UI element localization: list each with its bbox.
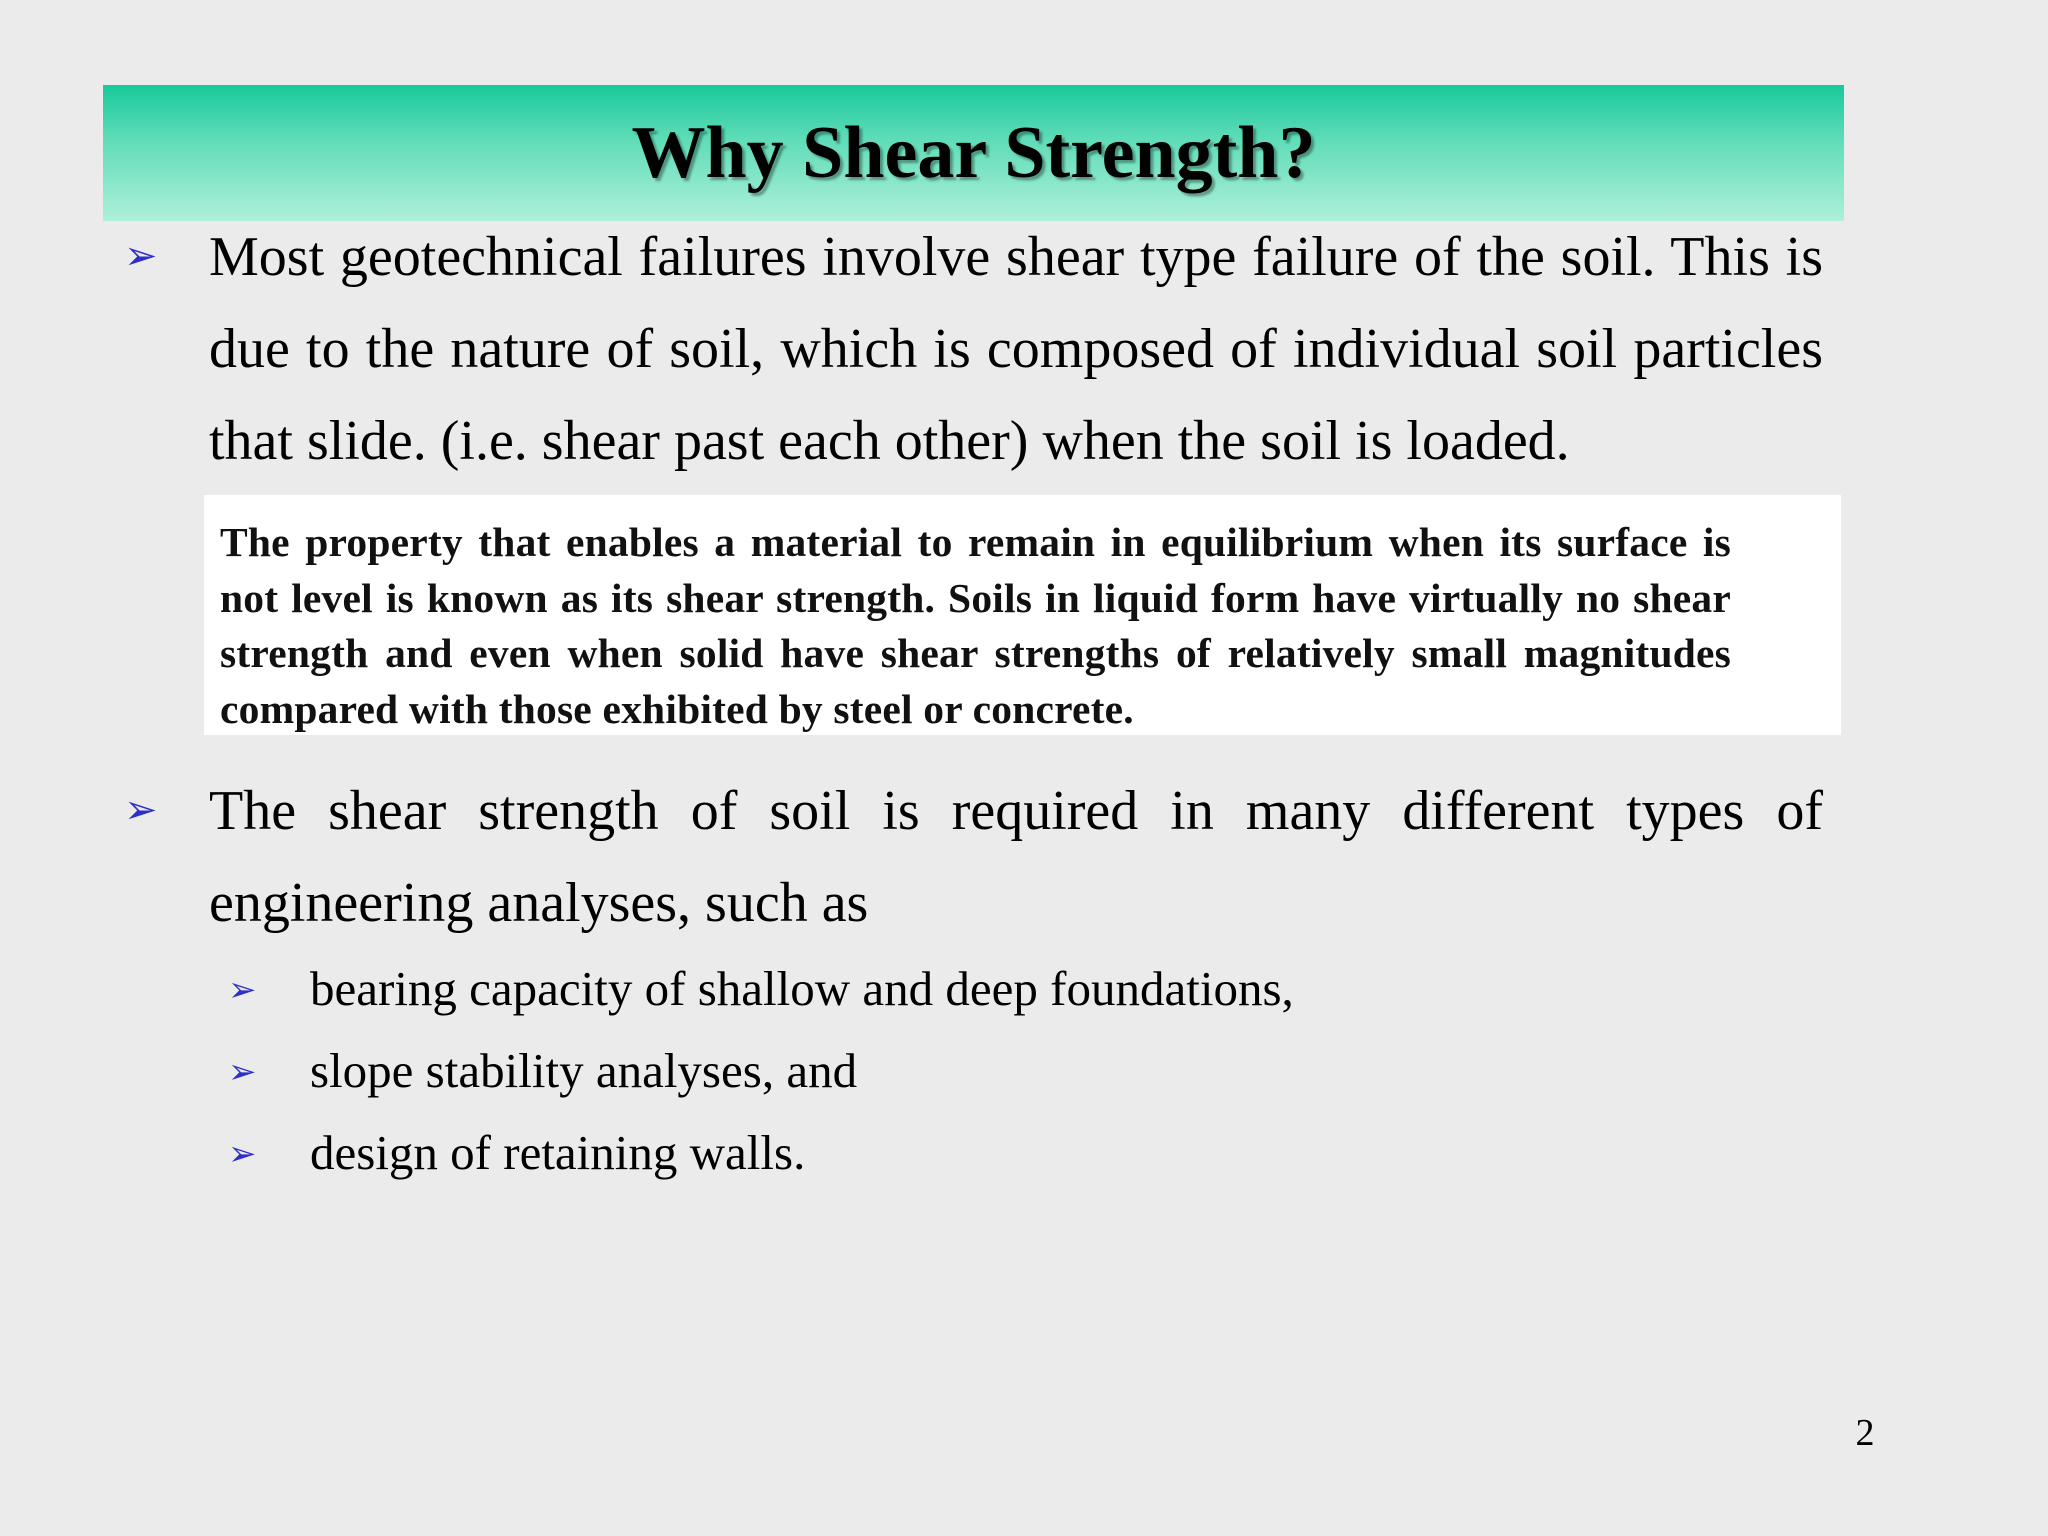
arrowhead-bullet-icon: ➢: [228, 1052, 257, 1092]
title-banner: [103, 85, 1844, 221]
bullet-paragraph-analyses: The shear strength of soil is required in many different types of engineering analyses, such as: [209, 780, 1823, 934]
sub-item-slope-stability: slope stability analyses, and: [310, 1043, 858, 1098]
slide-title: Why Shear Strength?: [631, 112, 1316, 194]
arrowhead-bullet-icon: ➢: [228, 970, 257, 1010]
arrowhead-bullet-icon: ➢: [228, 1134, 257, 1174]
sub-item-retaining-walls: design of retaining walls.: [310, 1125, 806, 1180]
shear-strength-definition: The property that enables a material to remain in equilibrium when its surface is not level is known as its shear strength. Soils in liquid form have virtually no shear strength and even when solid have shear strengths of relatively small magnitudes compared with those exhibited by steel or concrete.: [220, 519, 1731, 732]
page-number: 2: [1855, 1412, 1875, 1454]
sub-item-bearing-capacity: bearing capacity of shallow and deep foundations,: [310, 961, 1294, 1016]
arrowhead-bullet-icon: ➢: [124, 233, 158, 279]
quoted-definition-box: [204, 495, 1841, 735]
arrowhead-bullet-icon: ➢: [124, 787, 158, 833]
bullet-paragraph-failures: Most geotechnical failures involve shear type failure of the soil. This is due to the nature of soil, which is composed of individual soil particles that slide. (i.e. shear past each other) when the soil is loaded.: [209, 226, 1823, 472]
